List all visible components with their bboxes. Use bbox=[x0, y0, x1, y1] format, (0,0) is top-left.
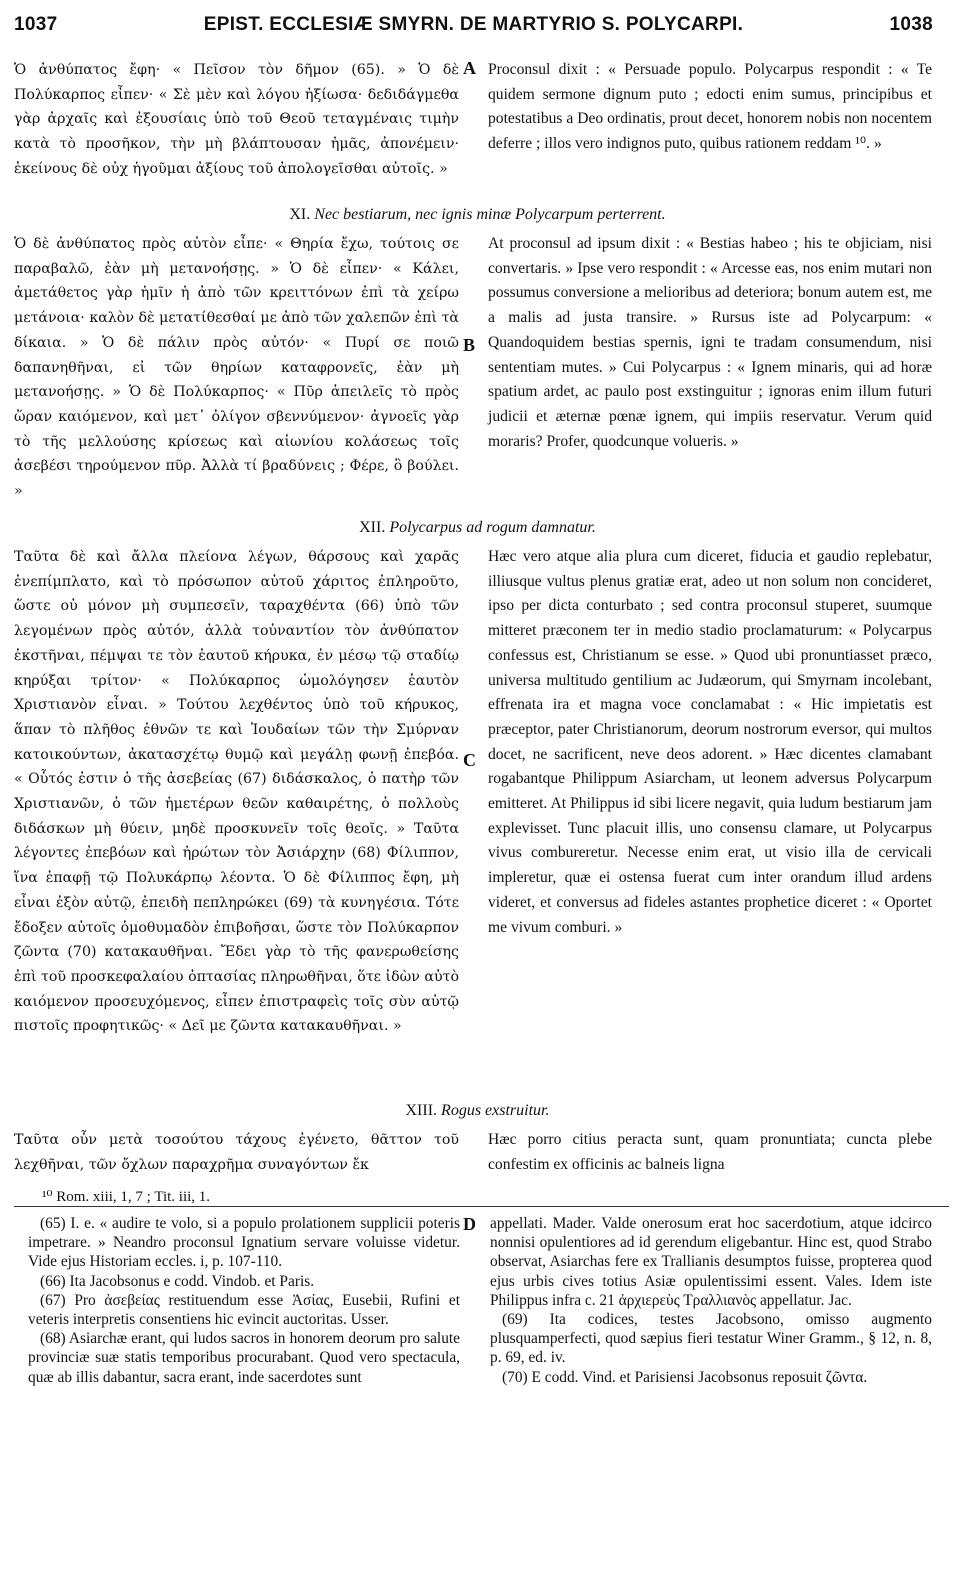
page-number-right: 1038 bbox=[889, 14, 933, 35]
greek-paragraph: Ὁ δὲ ἀνθύπατος πρὸς αὐτὸν εἶπε· « Θηρία ἔχω, τούτοις σε παραβαλῶ, ἐὰν μὴ μετανοήσῃς. » Ὁ δὲ εἶπεν· « Κάλει, ἀμετάθετος γὰρ ἡμῖν ἡ ἀπὸ τῶν κρειττόνων ἐπὶ τὰ χείρω μετάνοια· καλὸν δὲ μετατίθεσθαί με ἀπὸ τῶν χαλεπῶν ἐπὶ τὰ δίκαια. » Ὁ δὲ πάλιν πρὸς αὐτόν· « Πυρί σε ποιῶ δαπανηθῆναι, εἰ τῶν θηρίων καταφρονεῖς, ἐὰν μὴ μετανοήσῃς. » Ὁ δὲ Πολύκαρπος· « Πῦρ ἀπειλεῖς τὸ πρὸς ὥραν καιόμενον, καὶ μετ᾽ ὀλίγον σβεννύμενον· ἀγνοεῖς γὰρ τὸ τῆς μελλούσης κρίσεως καὶ αἰωνίου κολάσεως τοῖς ἀσεβέσι τηρούμενον πῦρ. Ἀλλὰ τί βραδύνεις ; Φέρε, ὃ βούλει. » bbox=[14, 236, 459, 500]
section-heading-xi bbox=[0, 206, 955, 224]
footnote-divider bbox=[14, 1206, 949, 1207]
section-title: Nec bestiarum, nec ignis minæ Polycarpum perterrent. bbox=[314, 206, 666, 223]
running-title: EPIST. ECCLESIÆ SMYRN. DE MARTYRIO S. POLYCARPI. bbox=[203, 14, 744, 35]
footnote-67: (67) Pro ἀσεβείας restituendum esse Ἀσίας, Eusebii, Rufini et veteris interpretis consentiens hic evincit auctoritas. Usser. bbox=[28, 1291, 460, 1329]
latin-paragraph: Proconsul dixit : « Persuade populo. Polycarpus respondit : « Te quidem sermone dignum puto ; edocti enim sumus, principibus et potestatibus a Deo ordinatis, prout decet, honorem nobis non nocentem deferre ; illos vero indignos puto, quibus rationem reddam ¹⁰. » bbox=[488, 61, 932, 153]
section-heading-xiii bbox=[0, 1102, 955, 1120]
section-title: Polycarpus ad rogum damnatur. bbox=[389, 519, 596, 536]
section-number: XII. bbox=[359, 519, 386, 536]
footnote-65: (65) I. e. « audire te volo, si a populo prolationem supplicii poteris impetrare. » Neandro proconsul Ignatium servare voluisse videtur. Vide ejus Historiam eccles. i, p. 107-110. bbox=[28, 1215, 460, 1271]
latin-paragraph: At proconsul ad ipsum dixit : « Bestias habeo ; his te objiciam, nisi convertaris. » Ipse vero respondit : « Arcesse eas, nos enim mutari non possumus conversione a melioribus ad deteriora; bonum autem est, me a malis ad justa transire. » Rursus iste ad Polycarpum: « Quandoquidem bestias spernis, igni te tradam consumendum, nisi sententiam mutes. » Cui Polycarpus : « Ignem minaris, qui ad horæ spatium ardet, ac paulo post exstinguitur ; ignoras enim illum futuri judicii et æternæ pœnæ ignem, qui impiis reservatur. Verum quid moraris? Profer, quodcunque volueris. » bbox=[488, 235, 932, 450]
latin-paragraph: Hæc vero atque alia plura cum diceret, fiducia et gaudio replebatur, illiusque vultus plenus gratiæ erat, adeo ut non solum non concideret, ipso per dicta conturbato ; sed contra proconsul stuperet, suumque mitteret præconem ter in medio stadio proclamaturum: « Polycarpus confessus est, Christianum se esse. » Quod ubi pronuntiasset præco, universa multitudo gentilium ac Judæorum, qui Smyrnam incolebant, effrenata ira et magna voce conclamabat : « Hic impietatis est præceptor, pater Christianorum, deorum nostrorum eversor, qui multos docet, ne sacrificent, neve deos adorent. » Hæc dicentes clamabant rogabantque Philippum Asiarcham, ut leonem adversus Polycarpum emitteret. At Philippus id sibi licere negavit, quia ludum bestiarum jam explevisset. Tunc placuit illis, uno consensu clamare, ut Polycarpus vivus combureretur. Necesse enim erat, ut visio illa de cervicali impleretur, quæ ei ostensa fuerat cum inter orandum illud ardens videret, et conversus ad fideles astantes prophetice diceret : « Oportet me vivum comburi. » bbox=[488, 548, 932, 936]
section-number: XIII. bbox=[405, 1102, 438, 1119]
footnote-68: (68) Asiarchæ erant, qui ludos sacros in honorem deorum pro salute provinciæ suæ statis temporibus procurabant. Quod vero spectacula, quæ ab illis dabantur, sacra erant, inde sacerdotes sunt bbox=[28, 1330, 460, 1386]
section-number: XI. bbox=[289, 206, 311, 223]
section-heading-xii bbox=[0, 519, 955, 537]
latin-paragraph: Hæc porro citius peracta sunt, quam pronuntiata; cuncta plebe confestim ex officinis ac balneis ligna bbox=[488, 1131, 932, 1173]
footnote-66: (66) Ita Jacobsonus e codd. Vindob. et Paris. bbox=[40, 1272, 315, 1290]
footnotes-left-column bbox=[28, 1214, 460, 1387]
margin-letter-a: A bbox=[463, 58, 476, 78]
margin-letter-d: D bbox=[463, 1214, 476, 1234]
margin-letter-b: B bbox=[463, 335, 476, 355]
margin-letter-c: C bbox=[463, 750, 476, 770]
footnote-70: (70) E codd. Vind. et Parisiensi Jacobsonus reposuit ζῶντα. bbox=[502, 1368, 868, 1386]
footnote-69: (69) Ita codices, testes Jacobsono, omisso augmento plusquamperfecti, quod sæpius fieri testatur Winer Gramm., § 12, n. 8, p. 69, ed. iv. bbox=[490, 1311, 932, 1367]
greek-paragraph: Ταῦτα οὖν μετὰ τοσούτου τάχους ἐγένετο, θᾶττον τοῦ λεχθῆναι, τῶν ὄχλων παραχρῆμα συναγόντων ἔκ bbox=[14, 1132, 459, 1173]
section-title: Rogus exstruitur. bbox=[441, 1102, 550, 1119]
scripture-reference-note: ¹⁰ Rom. xiii, 1, 7 ; Tit. iii, 1. bbox=[42, 1189, 211, 1205]
running-header bbox=[14, 8, 933, 38]
footnotes-right-column bbox=[490, 1214, 932, 1387]
footnote-68-continued: appellati. Mader. Valde onerosum erat hoc sacerdotium, atque idcirco nonnisi opulentiores ad id gerendum eligebantur. Hinc est, quod Strabo observat, Asiarchas fere ex Trallianis desumptos fuisse, propterea quod ejus urbis cives totius Asiæ opulentissimi essent. Vales. Idem iste Philippus infra c. 21 ἀρχιερεὺς Τραλλιανὸς appellatur. Jac. bbox=[490, 1215, 932, 1309]
greek-paragraph: Ταῦτα δὲ καὶ ἄλλα πλείονα λέγων, θάρσους καὶ χαρᾶς ἐνεπίμπλατο, καὶ τὸ πρόσωπον αὐτοῦ χάριτος ἐπληροῦτο, ὥστε οὐ μόνον μὴ συμπεσεῖν, ταραχθέντα (66) ὑπὸ τῶν λεγομένων πρὸς αὐτόν, ἀλλὰ τοὐναντίον τὸν ἀνθύπατον ἐκστῆναι, πέμψαι τε τὸν ἑαυτοῦ κήρυκα, ἐν μέσῳ τῷ σταδίῳ κηρύξαι τρίτον· « Πολύκαρπος ὡμολόγησεν ἑαυτὸν Χριστιανὸν εἶναι. » Τούτου λεχθέντος ὑπὸ τοῦ κήρυκος, ἅπαν τὸ πλῆθος ἐθνῶν τε καὶ Ἰουδαίων τῶν τὴν Σμύρναν κατοικούντων, ἀκατασχέτῳ θυμῷ καὶ μεγάλῃ φωνῇ ἐπεβόα. « Οὗτός ἐστιν ὁ τῆς ἀσεβείας (67) διδάσκαλος, ὁ πατὴρ τῶν Χριστιανῶν, ὁ τῶν ἡμετέρων θεῶν καθαιρέτης, ὁ πολλοὺς διδάσκων μὴ θύειν, μηδὲ προσκυνεῖν τοῖς θεοῖς. » Ταῦτα λέγοντες ἐπεβόων καὶ ἠρώτων τὸν Ἀσιάρχην (68) Φίλιππον, ἵνα ἐπαφῇ τῷ Πολυκάρπῳ λέοντα. Ὁ δὲ Φίλιππος ἔφη, μὴ εἶναι ἐξὸν αὐτῷ, ἐπειδὴ πεπληρώκει (69) τὰ κυνηγέσια. Τότε ἔδοξεν αὐτοῖς ὁμοθυμαδὸν ἐπιβοῆσαι, ὥστε τὸν Πολύκαρπον ζῶντα (70) κατακαυθῆναι. Ἔδει γὰρ τὸ τῆς φανερωθείσης ἐπὶ τοῦ προσκεφαλαίου ὀπτασίας πληρωθῆναι, ὅτε ἰδὼν αὐτὸ καιόμενον προσευχόμενος, εἶπεν ἐπιστραφεὶς τοῖς σὺν αὐτῷ πιστοῖς προφητικῶς· « Δεῖ με ζῶντα κατακαυθῆναι. » bbox=[14, 549, 459, 1035]
greek-paragraph: Ὁ ἀνθύπατος ἔφη· « Πεῖσον τὸν δῆμον (65). » Ὁ δὲ Πολύκαρπος εἶπεν· « Σὲ μὲν καὶ λόγου ἠξίωσα· δεδιδάγμεθα γὰρ ἀρχαῖς καὶ ἐξουσίαις ὑπὸ τοῦ Θεοῦ τεταγμέναις τιμὴν κατὰ τὸ προσῆκον, τὴν μὴ βλάπτουσαν ἡμᾶς, ἀπονέμειν· ἐκείνους δὲ οὐχ ἡγοῦμαι ἀξίους τοῦ ἀπολογεῖσθαι αὐτοῖς. » bbox=[14, 62, 459, 177]
page-number-left: 1037 bbox=[14, 14, 58, 35]
